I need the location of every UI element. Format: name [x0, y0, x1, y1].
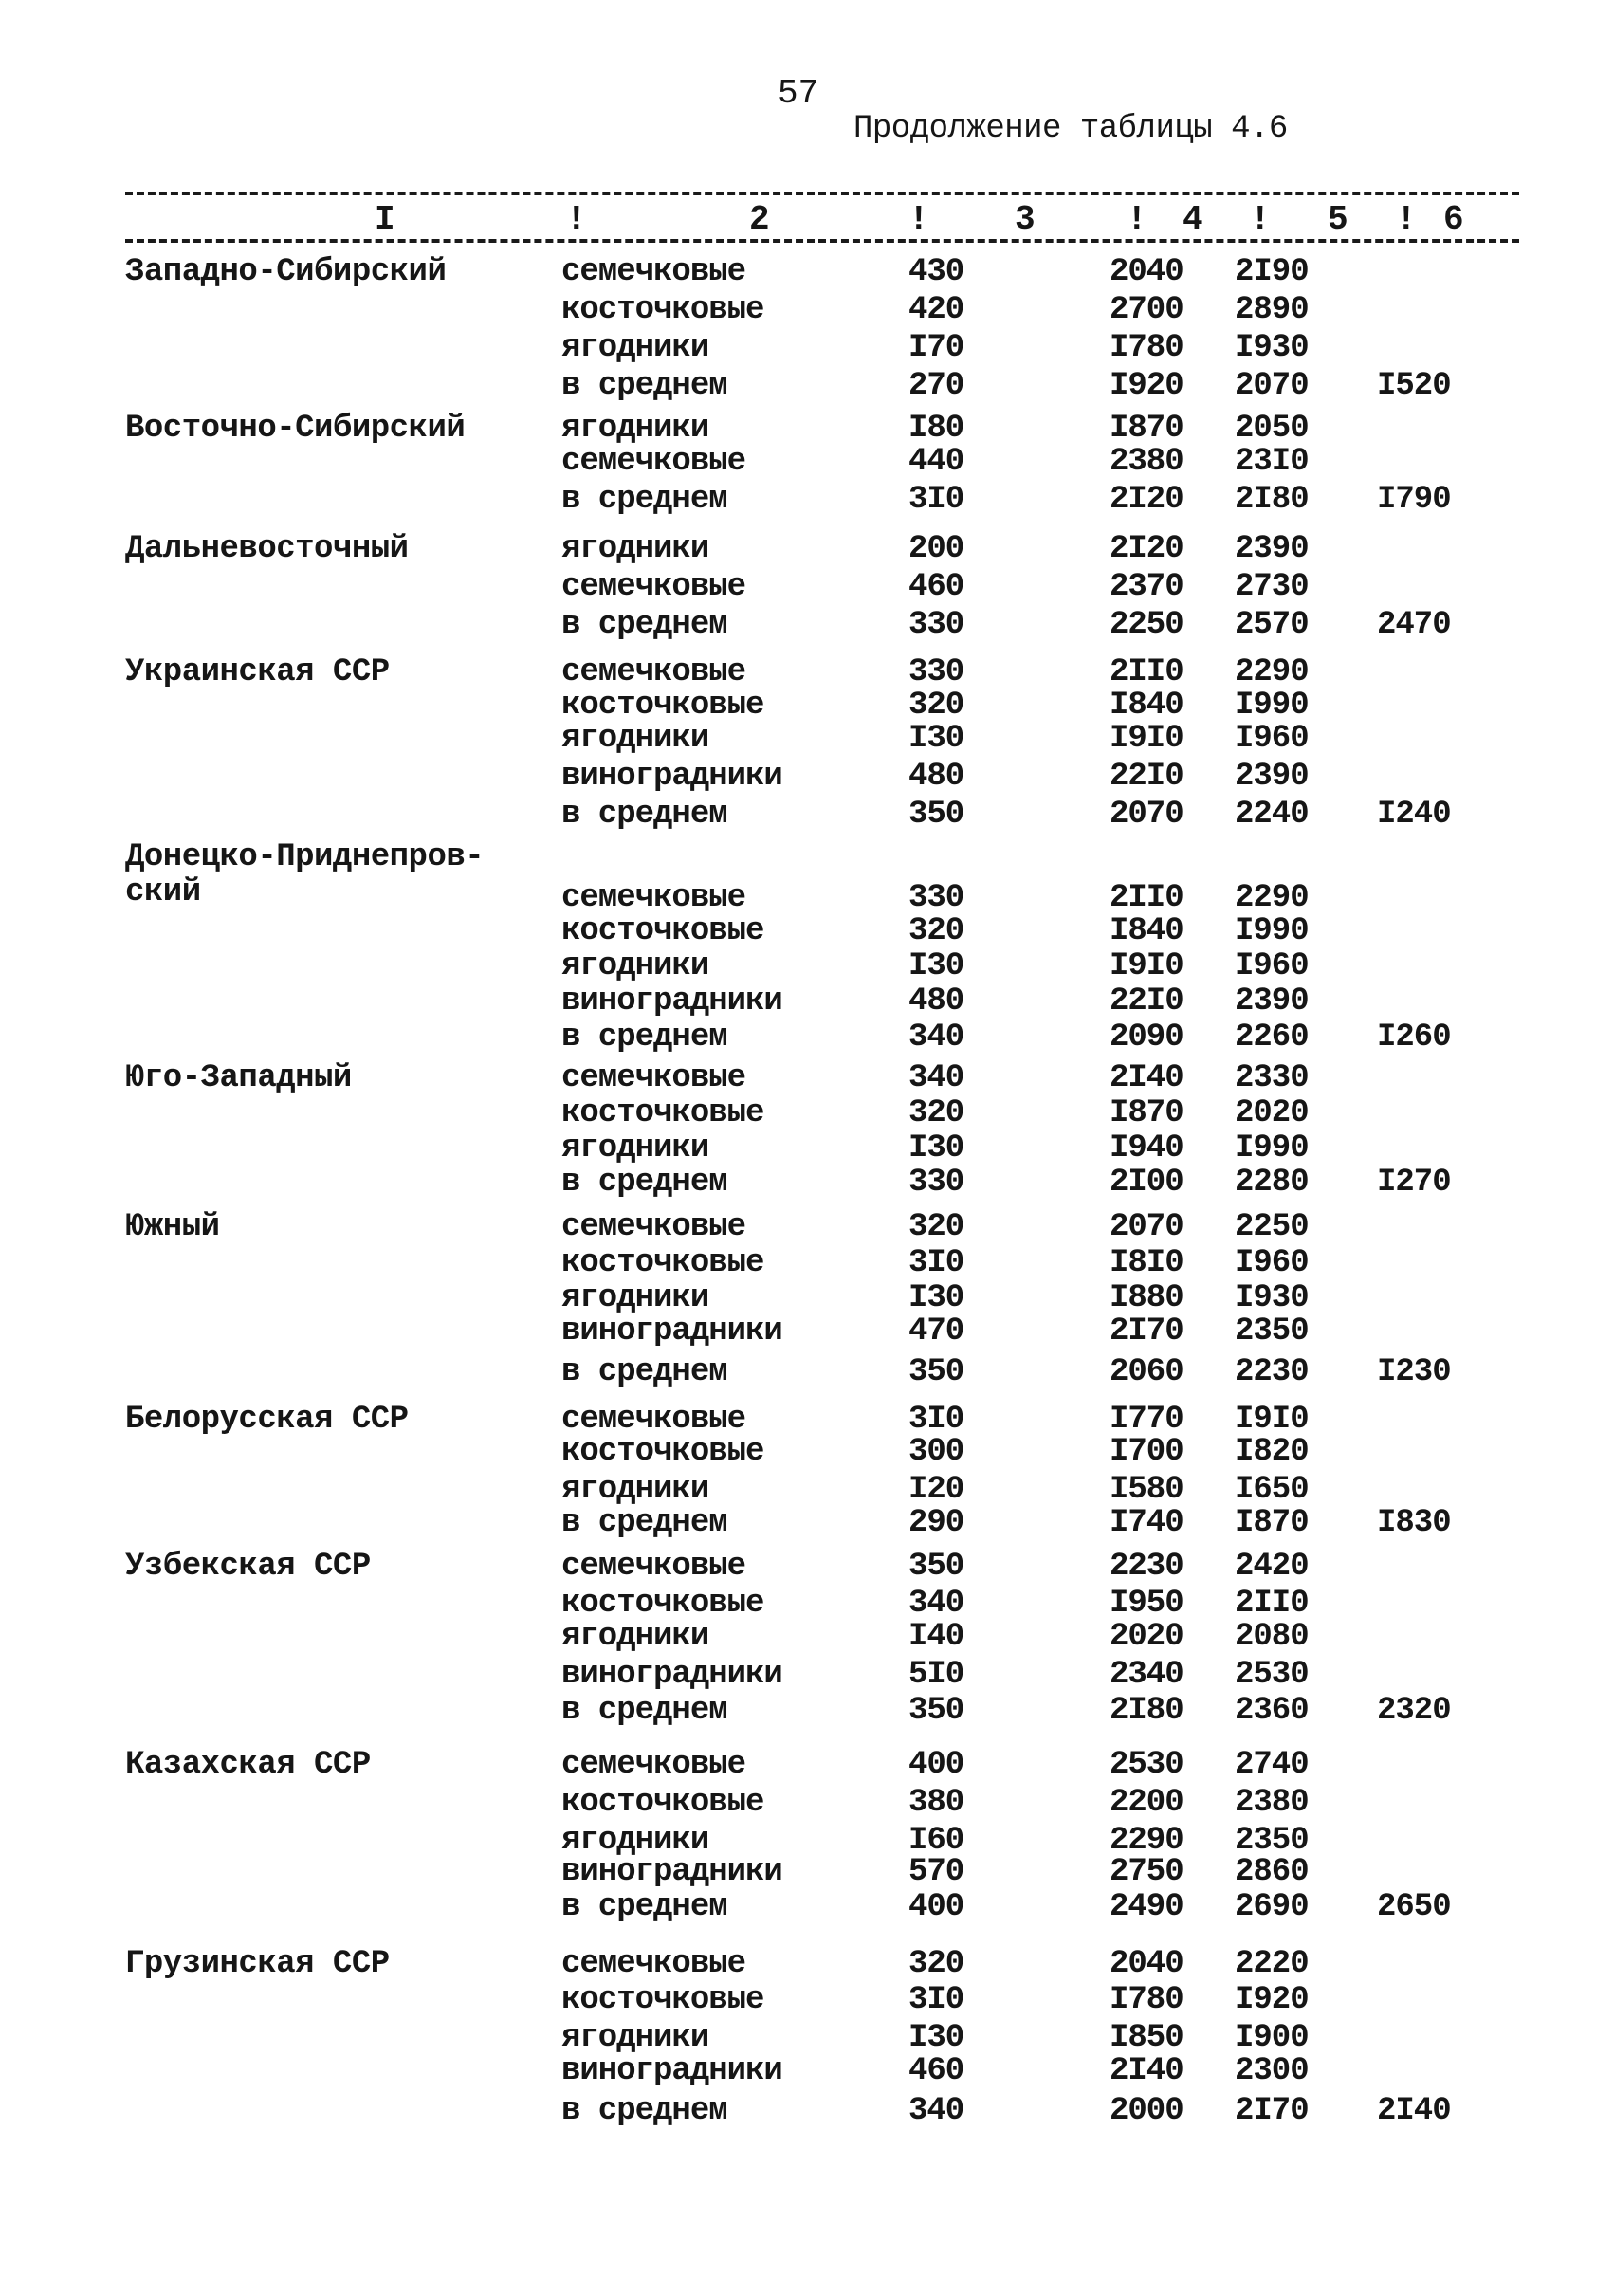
value-col3: I30: [908, 948, 964, 984]
value-col4: 2290: [1110, 1823, 1183, 1859]
region-name: Южный: [125, 1209, 220, 1245]
value-col3: 200: [908, 531, 964, 567]
value-col3: 470: [908, 1313, 964, 1350]
value-col5: 2890: [1235, 292, 1309, 328]
value-col5: 2220: [1235, 1946, 1309, 1982]
value-col5: 2690: [1235, 1889, 1309, 1925]
value-col4: I880: [1110, 1280, 1183, 1316]
region-name: Западно-Сибирский: [125, 254, 447, 290]
crop-type: семечковые: [561, 654, 746, 690]
column-header-2: 2: [749, 200, 770, 239]
region-name: ский: [125, 874, 201, 910]
crop-type: в среднем: [561, 482, 727, 518]
value-col3: 340: [908, 2093, 964, 2129]
value-col5: 2290: [1235, 880, 1309, 916]
value-col3: 480: [908, 983, 964, 1019]
value-col5: I990: [1235, 913, 1309, 949]
value-col5: 2I90: [1235, 254, 1309, 290]
value-col5: I870: [1235, 1505, 1309, 1541]
value-col5: 2250: [1235, 1209, 1309, 1245]
value-col4: I950: [1110, 1586, 1183, 1622]
crop-type: виноградники: [561, 759, 782, 795]
crop-type: ягодники: [561, 330, 709, 366]
value-col4: 22I0: [1110, 983, 1183, 1019]
crop-type: косточковые: [561, 292, 764, 328]
value-col4: 2070: [1110, 1209, 1183, 1245]
region-name: Узбекская ССР: [125, 1549, 371, 1585]
value-col4: I9I0: [1110, 721, 1183, 757]
value-col5: 2020: [1235, 1095, 1309, 1131]
value-col3: 350: [908, 1354, 964, 1390]
value-col4: I700: [1110, 1434, 1183, 1470]
value-col3: 320: [908, 1095, 964, 1131]
value-col3: 350: [908, 1549, 964, 1585]
value-col3: I20: [908, 1472, 964, 1508]
region-name: Грузинская ССР: [125, 1946, 390, 1982]
value-col4: 2340: [1110, 1657, 1183, 1693]
value-col3: 570: [908, 1854, 964, 1890]
value-col4: 2370: [1110, 569, 1183, 605]
value-col5: 2290: [1235, 654, 1309, 690]
value-col3: 340: [908, 1060, 964, 1096]
value-col4: 2070: [1110, 797, 1183, 833]
value-col5: 2390: [1235, 531, 1309, 567]
value-col4: 2I80: [1110, 1693, 1183, 1729]
value-col3: 330: [908, 654, 964, 690]
value-col5: I930: [1235, 1280, 1309, 1316]
value-col4: 2090: [1110, 1019, 1183, 1056]
column-header-5: 5: [1328, 200, 1348, 239]
crop-type: семечковые: [561, 880, 746, 916]
value-col4: I940: [1110, 1130, 1183, 1166]
value-col5: I990: [1235, 688, 1309, 724]
crop-type: виноградники: [561, 1854, 782, 1890]
value-col6: I240: [1377, 797, 1451, 833]
value-col5: 2530: [1235, 1657, 1309, 1693]
value-col4: 2I20: [1110, 531, 1183, 567]
value-col5: 2740: [1235, 1747, 1309, 1783]
crop-type: косточковые: [561, 913, 764, 949]
value-col5: 2I80: [1235, 482, 1309, 518]
crop-type: виноградники: [561, 1313, 782, 1350]
value-col5: 2070: [1235, 368, 1309, 404]
table-caption: Продолжение таблицы 4.6: [853, 111, 1288, 147]
value-col4: I780: [1110, 1982, 1183, 2018]
crop-type: в среднем: [561, 1019, 727, 1056]
crop-type: виноградники: [561, 2053, 782, 2089]
crop-type: ягодники: [561, 1280, 709, 1316]
value-col5: I960: [1235, 948, 1309, 984]
crop-type: ягодники: [561, 721, 709, 757]
column-separator: !: [908, 200, 929, 239]
crop-type: виноградники: [561, 983, 782, 1019]
value-col5: I820: [1235, 1434, 1309, 1470]
column-separator: !: [1396, 200, 1417, 239]
crop-type: в среднем: [561, 1354, 727, 1390]
value-col4: 2040: [1110, 254, 1183, 290]
value-col6: 2650: [1377, 1889, 1451, 1925]
crop-type: косточковые: [561, 1785, 764, 1821]
value-col4: 2750: [1110, 1854, 1183, 1890]
region-name: Юго-Западный: [125, 1060, 352, 1096]
value-col4: I840: [1110, 688, 1183, 724]
crop-type: в среднем: [561, 2093, 727, 2129]
crop-type: семечковые: [561, 254, 746, 290]
value-col3: 380: [908, 1785, 964, 1821]
value-col4: 2I00: [1110, 1165, 1183, 1201]
value-col4: 2020: [1110, 1619, 1183, 1655]
crop-type: ягодники: [561, 1619, 709, 1655]
page-number: 57: [778, 74, 819, 113]
value-col5: 2080: [1235, 1619, 1309, 1655]
value-col5: I960: [1235, 1245, 1309, 1281]
value-col3: 430: [908, 254, 964, 290]
value-col3: I40: [908, 1619, 964, 1655]
value-col4: I8I0: [1110, 1245, 1183, 1281]
column-separator: !: [1250, 200, 1271, 239]
region-name: Белорусская ССР: [125, 1402, 409, 1438]
value-col4: 2I40: [1110, 2053, 1183, 2089]
value-col4: 2530: [1110, 1747, 1183, 1783]
region-name: Украинская ССР: [125, 654, 390, 690]
value-col4: 2I20: [1110, 482, 1183, 518]
value-col4: I850: [1110, 2020, 1183, 2056]
column-separator: !: [1127, 200, 1147, 239]
column-header-1: I: [375, 200, 395, 239]
value-col4: 2000: [1110, 2093, 1183, 2129]
crop-type: виноградники: [561, 1657, 782, 1693]
region-name: Восточно-Сибирский: [125, 411, 466, 447]
value-col4: I770: [1110, 1402, 1183, 1438]
value-col5: 2570: [1235, 607, 1309, 643]
value-col3: I30: [908, 1280, 964, 1316]
crop-type: семечковые: [561, 1747, 746, 1783]
crop-type: в среднем: [561, 368, 727, 404]
value-col5: I650: [1235, 1472, 1309, 1508]
value-col5: I9I0: [1235, 1402, 1309, 1438]
value-col6: I520: [1377, 368, 1451, 404]
value-col3: 460: [908, 569, 964, 605]
value-col6: I790: [1377, 482, 1451, 518]
crop-type: косточковые: [561, 1095, 764, 1131]
value-col3: 350: [908, 797, 964, 833]
crop-type: в среднем: [561, 797, 727, 833]
value-col5: 2380: [1235, 1785, 1309, 1821]
crop-type: ягодники: [561, 1130, 709, 1166]
value-col4: I870: [1110, 411, 1183, 447]
value-col5: 2050: [1235, 411, 1309, 447]
value-col4: 2II0: [1110, 880, 1183, 916]
value-col3: 330: [908, 607, 964, 643]
region-name: Донецко-Приднепров-: [125, 839, 485, 875]
crop-type: косточковые: [561, 1434, 764, 1470]
value-col5: I900: [1235, 2020, 1309, 2056]
value-col3: 5I0: [908, 1657, 964, 1693]
value-col4: 2700: [1110, 292, 1183, 328]
crop-type: в среднем: [561, 1505, 727, 1541]
value-col3: 300: [908, 1434, 964, 1470]
value-col6: I830: [1377, 1505, 1451, 1541]
value-col3: 420: [908, 292, 964, 328]
value-col4: 2I40: [1110, 1060, 1183, 1096]
value-col5: 2230: [1235, 1354, 1309, 1390]
value-col3: 320: [908, 913, 964, 949]
value-col3: 340: [908, 1586, 964, 1622]
value-col5: 2330: [1235, 1060, 1309, 1096]
value-col4: I920: [1110, 368, 1183, 404]
value-col5: 2860: [1235, 1854, 1309, 1890]
value-col5: 23I0: [1235, 444, 1309, 480]
value-col4: I580: [1110, 1472, 1183, 1508]
crop-type: ягодники: [561, 411, 709, 447]
value-col6: I230: [1377, 1354, 1451, 1390]
crop-type: косточковые: [561, 1586, 764, 1622]
value-col4: I870: [1110, 1095, 1183, 1131]
value-col4: 2II0: [1110, 654, 1183, 690]
crop-type: в среднем: [561, 607, 727, 643]
value-col4: 2I70: [1110, 1313, 1183, 1350]
value-col5: 2390: [1235, 759, 1309, 795]
crop-type: семечковые: [561, 1209, 746, 1245]
crop-type: семечковые: [561, 1549, 746, 1585]
value-col3: 460: [908, 2053, 964, 2089]
crop-type: семечковые: [561, 1946, 746, 1982]
value-col3: 320: [908, 688, 964, 724]
value-col5: 2360: [1235, 1693, 1309, 1729]
value-col4: 2250: [1110, 607, 1183, 643]
crop-type: косточковые: [561, 688, 764, 724]
value-col3: 440: [908, 444, 964, 480]
region-name: Казахская ССР: [125, 1747, 371, 1783]
value-col3: 3I0: [908, 482, 964, 518]
value-col3: 3I0: [908, 1402, 964, 1438]
value-col3: 290: [908, 1505, 964, 1541]
value-col3: I30: [908, 2020, 964, 2056]
value-col3: I80: [908, 411, 964, 447]
value-col3: I70: [908, 330, 964, 366]
value-col5: 2390: [1235, 983, 1309, 1019]
value-col3: 3I0: [908, 1245, 964, 1281]
value-col5: I930: [1235, 330, 1309, 366]
value-col4: 2380: [1110, 444, 1183, 480]
value-col5: I990: [1235, 1130, 1309, 1166]
value-col5: 2280: [1235, 1165, 1309, 1201]
value-col4: 2040: [1110, 1946, 1183, 1982]
value-col5: 2II0: [1235, 1586, 1309, 1622]
value-col4: I740: [1110, 1505, 1183, 1541]
value-col3: 320: [908, 1946, 964, 1982]
value-col3: I30: [908, 721, 964, 757]
value-col3: 330: [908, 1165, 964, 1201]
value-col4: I780: [1110, 330, 1183, 366]
value-col4: 2230: [1110, 1549, 1183, 1585]
crop-type: семечковые: [561, 1402, 746, 1438]
crop-type: в среднем: [561, 1889, 727, 1925]
crop-type: ягодники: [561, 531, 709, 567]
value-col3: 330: [908, 880, 964, 916]
value-col4: 2490: [1110, 1889, 1183, 1925]
value-col3: 270: [908, 368, 964, 404]
crop-type: семечковые: [561, 444, 746, 480]
crop-type: косточковые: [561, 1245, 764, 1281]
value-col5: 2260: [1235, 1019, 1309, 1056]
value-col4: I840: [1110, 913, 1183, 949]
crop-type: семечковые: [561, 1060, 746, 1096]
crop-type: в среднем: [561, 1693, 727, 1729]
crop-type: ягодники: [561, 2020, 709, 2056]
column-header-3: 3: [1015, 200, 1036, 239]
value-col5: 2300: [1235, 2053, 1309, 2089]
value-col3: I30: [908, 1130, 964, 1166]
value-col3: I60: [908, 1823, 964, 1859]
value-col6: 2470: [1377, 607, 1451, 643]
region-name: Дальневосточный: [125, 531, 409, 567]
value-col5: 2730: [1235, 569, 1309, 605]
value-col3: 400: [908, 1889, 964, 1925]
value-col3: 3I0: [908, 1982, 964, 2018]
value-col5: 2350: [1235, 1823, 1309, 1859]
value-col5: I960: [1235, 721, 1309, 757]
column-header-4: 4: [1183, 200, 1203, 239]
value-col6: I270: [1377, 1165, 1451, 1201]
value-col5: 2I70: [1235, 2093, 1309, 2129]
value-col5: 2240: [1235, 797, 1309, 833]
crop-type: семечковые: [561, 569, 746, 605]
value-col6: 2I40: [1377, 2093, 1451, 2129]
crop-type: ягодники: [561, 948, 709, 984]
value-col4: 22I0: [1110, 759, 1183, 795]
column-separator: !: [566, 200, 587, 239]
crop-type: в среднем: [561, 1165, 727, 1201]
value-col5: 2420: [1235, 1549, 1309, 1585]
crop-type: ягодники: [561, 1823, 709, 1859]
value-col3: 400: [908, 1747, 964, 1783]
crop-type: косточковые: [561, 1982, 764, 2018]
value-col3: 340: [908, 1019, 964, 1056]
value-col4: I9I0: [1110, 948, 1183, 984]
value-col6: 2320: [1377, 1693, 1451, 1729]
value-col3: 480: [908, 759, 964, 795]
value-col6: I260: [1377, 1019, 1451, 1056]
value-col3: 320: [908, 1209, 964, 1245]
value-col3: 350: [908, 1693, 964, 1729]
value-col5: 2350: [1235, 1313, 1309, 1350]
value-col4: 2200: [1110, 1785, 1183, 1821]
crop-type: ягодники: [561, 1472, 709, 1508]
value-col5: I920: [1235, 1982, 1309, 2018]
value-col4: 2060: [1110, 1354, 1183, 1390]
column-header-6: 6: [1443, 200, 1464, 239]
